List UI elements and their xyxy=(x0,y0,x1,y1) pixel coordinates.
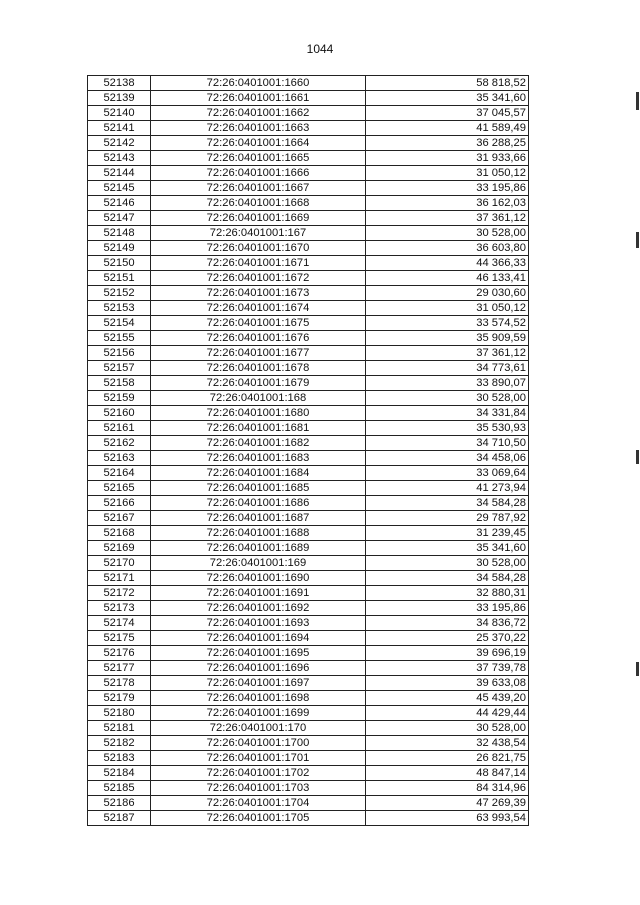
value-cell: 33 195,86 xyxy=(366,181,529,196)
cadastral-number-cell: 72:26:0401001:1664 xyxy=(151,136,366,151)
row-number-cell: 52159 xyxy=(88,391,151,406)
value-cell: 25 370,22 xyxy=(366,631,529,646)
value-cell: 37 739,78 xyxy=(366,661,529,676)
table-row xyxy=(88,436,529,451)
cadastral-number-cell: 72:26:0401001:1679 xyxy=(151,376,366,391)
cadastral-number-cell: 72:26:0401001:1678 xyxy=(151,361,366,376)
table-row xyxy=(88,316,529,331)
cadastral-number-cell: 72:26:0401001:1677 xyxy=(151,346,366,361)
table-row xyxy=(88,151,529,166)
cadastral-number-cell: 72:26:0401001:1696 xyxy=(151,661,366,676)
table-row xyxy=(88,541,529,556)
table-row xyxy=(88,196,529,211)
value-cell: 30 528,00 xyxy=(366,721,529,736)
cadastral-number-cell: 72:26:0401001:1665 xyxy=(151,151,366,166)
row-number-cell: 52161 xyxy=(88,421,151,436)
value-cell: 39 633,08 xyxy=(366,676,529,691)
row-number-cell: 52160 xyxy=(88,406,151,421)
table-row xyxy=(88,346,529,361)
value-cell: 47 269,39 xyxy=(366,796,529,811)
table-row xyxy=(88,406,529,421)
row-number-cell: 52177 xyxy=(88,661,151,676)
row-number-cell: 52142 xyxy=(88,136,151,151)
table-row xyxy=(88,616,529,631)
row-number-cell: 52138 xyxy=(88,76,151,91)
table-row xyxy=(88,256,529,271)
table-row xyxy=(88,496,529,511)
value-cell: 30 528,00 xyxy=(366,391,529,406)
cadastral-number-cell: 72:26:0401001:1697 xyxy=(151,676,366,691)
registry-table xyxy=(87,75,529,826)
value-cell: 31 050,12 xyxy=(366,166,529,181)
row-number-cell: 52164 xyxy=(88,466,151,481)
table-row xyxy=(88,451,529,466)
value-cell: 34 710,50 xyxy=(366,436,529,451)
value-cell: 35 341,60 xyxy=(366,91,529,106)
cadastral-number-cell: 72:26:0401001:168 xyxy=(151,391,366,406)
table-row xyxy=(88,511,529,526)
registry-table-body xyxy=(88,76,529,826)
table-row xyxy=(88,526,529,541)
row-number-cell: 52182 xyxy=(88,736,151,751)
table-row xyxy=(88,286,529,301)
value-cell: 32 880,31 xyxy=(366,586,529,601)
value-cell: 30 528,00 xyxy=(366,226,529,241)
row-number-cell: 52154 xyxy=(88,316,151,331)
cadastral-number-cell: 72:26:0401001:1681 xyxy=(151,421,366,436)
row-number-cell: 52148 xyxy=(88,226,151,241)
row-number-cell: 52150 xyxy=(88,256,151,271)
value-cell: 36 603,80 xyxy=(366,241,529,256)
cadastral-number-cell: 72:26:0401001:1685 xyxy=(151,481,366,496)
cadastral-number-cell: 72:26:0401001:1688 xyxy=(151,526,366,541)
value-cell: 45 439,20 xyxy=(366,691,529,706)
table-row xyxy=(88,631,529,646)
table-row xyxy=(88,646,529,661)
row-number-cell: 52155 xyxy=(88,331,151,346)
cadastral-number-cell: 72:26:0401001:1675 xyxy=(151,316,366,331)
cadastral-number-cell: 72:26:0401001:1671 xyxy=(151,256,366,271)
table-row xyxy=(88,106,529,121)
cadastral-number-cell: 72:26:0401001:1670 xyxy=(151,241,366,256)
value-cell: 58 818,52 xyxy=(366,76,529,91)
value-cell: 31 050,12 xyxy=(366,301,529,316)
value-cell: 34 836,72 xyxy=(366,616,529,631)
table-row xyxy=(88,181,529,196)
value-cell: 36 162,03 xyxy=(366,196,529,211)
row-number-cell: 52158 xyxy=(88,376,151,391)
table-row xyxy=(88,736,529,751)
cadastral-number-cell: 72:26:0401001:170 xyxy=(151,721,366,736)
value-cell: 31 239,45 xyxy=(366,526,529,541)
row-number-cell: 52175 xyxy=(88,631,151,646)
cadastral-number-cell: 72:26:0401001:167 xyxy=(151,226,366,241)
table-row xyxy=(88,301,529,316)
cadastral-number-cell: 72:26:0401001:1704 xyxy=(151,796,366,811)
cadastral-number-cell: 72:26:0401001:1663 xyxy=(151,121,366,136)
value-cell: 35 909,59 xyxy=(366,331,529,346)
cadastral-number-cell: 72:26:0401001:1691 xyxy=(151,586,366,601)
value-cell: 30 528,00 xyxy=(366,556,529,571)
row-number-cell: 52185 xyxy=(88,781,151,796)
row-number-cell: 52178 xyxy=(88,676,151,691)
table-row xyxy=(88,781,529,796)
scan-mark xyxy=(636,450,639,464)
row-number-cell: 52181 xyxy=(88,721,151,736)
table-row xyxy=(88,691,529,706)
table-row xyxy=(88,76,529,91)
cadastral-number-cell: 72:26:0401001:1693 xyxy=(151,616,366,631)
table-row xyxy=(88,91,529,106)
value-cell: 32 438,54 xyxy=(366,736,529,751)
row-number-cell: 52171 xyxy=(88,571,151,586)
value-cell: 48 847,14 xyxy=(366,766,529,781)
table-row xyxy=(88,766,529,781)
value-cell: 31 933,66 xyxy=(366,151,529,166)
value-cell: 33 069,64 xyxy=(366,466,529,481)
cadastral-number-cell: 72:26:0401001:1689 xyxy=(151,541,366,556)
cadastral-number-cell: 72:26:0401001:1672 xyxy=(151,271,366,286)
value-cell: 44 366,33 xyxy=(366,256,529,271)
row-number-cell: 52183 xyxy=(88,751,151,766)
table-row xyxy=(88,571,529,586)
cadastral-number-cell: 72:26:0401001:1694 xyxy=(151,631,366,646)
value-cell: 34 584,28 xyxy=(366,571,529,586)
cadastral-number-cell: 72:26:0401001:1667 xyxy=(151,181,366,196)
cadastral-number-cell: 72:26:0401001:1700 xyxy=(151,736,366,751)
row-number-cell: 52186 xyxy=(88,796,151,811)
cadastral-number-cell: 72:26:0401001:1702 xyxy=(151,766,366,781)
row-number-cell: 52151 xyxy=(88,271,151,286)
scan-mark xyxy=(636,232,639,248)
row-number-cell: 52147 xyxy=(88,211,151,226)
table-row xyxy=(88,751,529,766)
cadastral-number-cell: 72:26:0401001:1668 xyxy=(151,196,366,211)
table-row xyxy=(88,391,529,406)
cadastral-number-cell: 72:26:0401001:1705 xyxy=(151,811,366,826)
table-row xyxy=(88,556,529,571)
table-row xyxy=(88,796,529,811)
row-number-cell: 52145 xyxy=(88,181,151,196)
table-row xyxy=(88,466,529,481)
cadastral-number-cell: 72:26:0401001:1661 xyxy=(151,91,366,106)
table-row xyxy=(88,211,529,226)
row-number-cell: 52143 xyxy=(88,151,151,166)
value-cell: 37 361,12 xyxy=(366,211,529,226)
table-row xyxy=(88,811,529,826)
row-number-cell: 52163 xyxy=(88,451,151,466)
value-cell: 35 530,93 xyxy=(366,421,529,436)
row-number-cell: 52179 xyxy=(88,691,151,706)
cadastral-number-cell: 72:26:0401001:1695 xyxy=(151,646,366,661)
table-row xyxy=(88,166,529,181)
scan-mark xyxy=(636,92,639,110)
row-number-cell: 52167 xyxy=(88,511,151,526)
row-number-cell: 52140 xyxy=(88,106,151,121)
value-cell: 29 787,92 xyxy=(366,511,529,526)
scan-mark xyxy=(636,662,639,676)
row-number-cell: 52162 xyxy=(88,436,151,451)
row-number-cell: 52144 xyxy=(88,166,151,181)
table-row xyxy=(88,121,529,136)
table-row xyxy=(88,706,529,721)
value-cell: 29 030,60 xyxy=(366,286,529,301)
value-cell: 84 314,96 xyxy=(366,781,529,796)
cadastral-number-cell: 72:26:0401001:1703 xyxy=(151,781,366,796)
value-cell: 34 458,06 xyxy=(366,451,529,466)
page-number: 1044 xyxy=(306,42,334,56)
value-cell: 37 361,12 xyxy=(366,346,529,361)
table-row xyxy=(88,241,529,256)
cadastral-number-cell: 72:26:0401001:1666 xyxy=(151,166,366,181)
value-cell: 34 773,61 xyxy=(366,361,529,376)
table-row xyxy=(88,661,529,676)
value-cell: 34 331,84 xyxy=(366,406,529,421)
row-number-cell: 52153 xyxy=(88,301,151,316)
value-cell: 41 589,49 xyxy=(366,121,529,136)
value-cell: 41 273,94 xyxy=(366,481,529,496)
table-row xyxy=(88,226,529,241)
cadastral-number-cell: 72:26:0401001:1669 xyxy=(151,211,366,226)
value-cell: 34 584,28 xyxy=(366,496,529,511)
row-number-cell: 52141 xyxy=(88,121,151,136)
cadastral-number-cell: 72:26:0401001:1686 xyxy=(151,496,366,511)
cadastral-number-cell: 72:26:0401001:1680 xyxy=(151,406,366,421)
value-cell: 33 890,07 xyxy=(366,376,529,391)
row-number-cell: 52180 xyxy=(88,706,151,721)
cadastral-number-cell: 72:26:0401001:1676 xyxy=(151,331,366,346)
table-row xyxy=(88,721,529,736)
value-cell: 36 288,25 xyxy=(366,136,529,151)
cadastral-number-cell: 72:26:0401001:1687 xyxy=(151,511,366,526)
table-row xyxy=(88,601,529,616)
cadastral-number-cell: 72:26:0401001:1673 xyxy=(151,286,366,301)
value-cell: 37 045,57 xyxy=(366,106,529,121)
table-row xyxy=(88,136,529,151)
row-number-cell: 52166 xyxy=(88,496,151,511)
row-number-cell: 52173 xyxy=(88,601,151,616)
row-number-cell: 52165 xyxy=(88,481,151,496)
cadastral-number-cell: 72:26:0401001:1684 xyxy=(151,466,366,481)
row-number-cell: 52146 xyxy=(88,196,151,211)
cadastral-number-cell: 72:26:0401001:1682 xyxy=(151,436,366,451)
cadastral-number-cell: 72:26:0401001:1662 xyxy=(151,106,366,121)
table-row xyxy=(88,361,529,376)
row-number-cell: 52170 xyxy=(88,556,151,571)
row-number-cell: 52172 xyxy=(88,586,151,601)
value-cell: 39 696,19 xyxy=(366,646,529,661)
cadastral-number-cell: 72:26:0401001:1683 xyxy=(151,451,366,466)
row-number-cell: 52184 xyxy=(88,766,151,781)
value-cell: 33 574,52 xyxy=(366,316,529,331)
row-number-cell: 52156 xyxy=(88,346,151,361)
table-row xyxy=(88,676,529,691)
value-cell: 63 993,54 xyxy=(366,811,529,826)
value-cell: 26 821,75 xyxy=(366,751,529,766)
row-number-cell: 52157 xyxy=(88,361,151,376)
cadastral-number-cell: 72:26:0401001:1699 xyxy=(151,706,366,721)
row-number-cell: 52174 xyxy=(88,616,151,631)
table-row xyxy=(88,331,529,346)
table-row xyxy=(88,421,529,436)
cadastral-number-cell: 72:26:0401001:169 xyxy=(151,556,366,571)
cadastral-number-cell: 72:26:0401001:1692 xyxy=(151,601,366,616)
row-number-cell: 52139 xyxy=(88,91,151,106)
value-cell: 33 195,86 xyxy=(366,601,529,616)
table-row xyxy=(88,271,529,286)
row-number-cell: 52152 xyxy=(88,286,151,301)
value-cell: 44 429,44 xyxy=(366,706,529,721)
row-number-cell: 52187 xyxy=(88,811,151,826)
row-number-cell: 52176 xyxy=(88,646,151,661)
cadastral-number-cell: 72:26:0401001:1674 xyxy=(151,301,366,316)
table-row xyxy=(88,481,529,496)
cadastral-number-cell: 72:26:0401001:1660 xyxy=(151,76,366,91)
row-number-cell: 52149 xyxy=(88,241,151,256)
cadastral-number-cell: 72:26:0401001:1690 xyxy=(151,571,366,586)
row-number-cell: 52168 xyxy=(88,526,151,541)
cadastral-number-cell: 72:26:0401001:1701 xyxy=(151,751,366,766)
value-cell: 46 133,41 xyxy=(366,271,529,286)
table-row xyxy=(88,376,529,391)
cadastral-number-cell: 72:26:0401001:1698 xyxy=(151,691,366,706)
value-cell: 35 341,60 xyxy=(366,541,529,556)
table-row xyxy=(88,586,529,601)
row-number-cell: 52169 xyxy=(88,541,151,556)
